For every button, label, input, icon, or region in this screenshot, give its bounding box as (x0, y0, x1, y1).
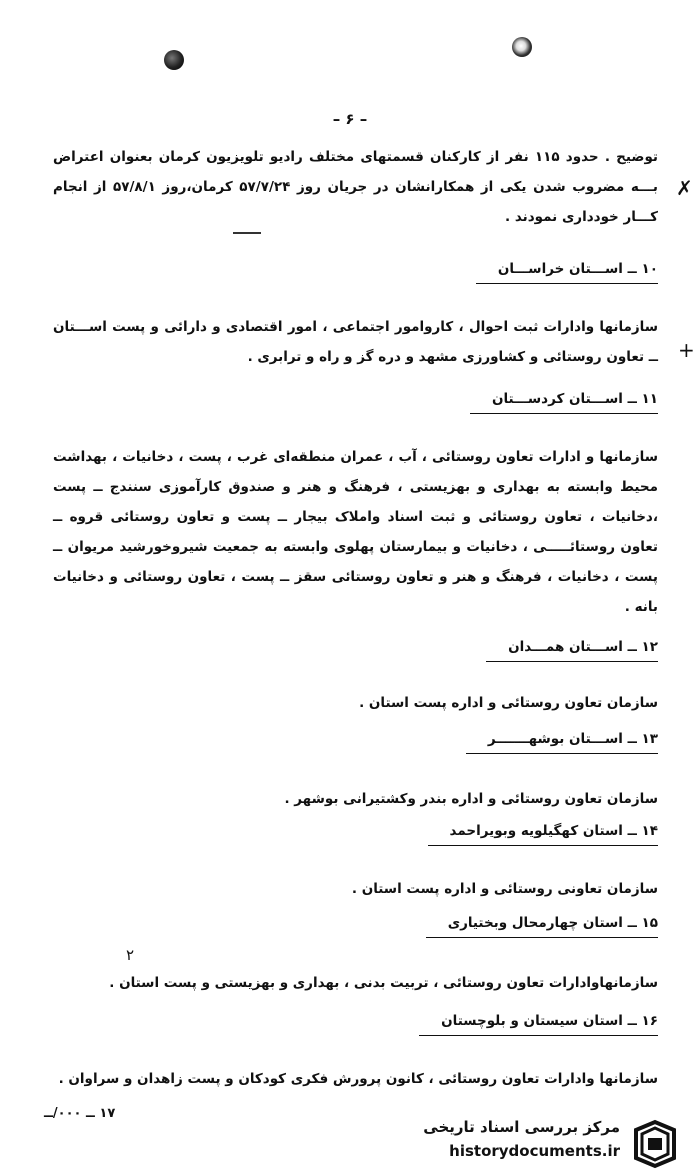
heading-bushehr: ۱۳ ــ اســـتان بوشهـــــــر (466, 728, 658, 754)
margin-mark-plus: + (678, 338, 695, 362)
watermark-logo-icon (628, 1116, 682, 1170)
ink-stroke (233, 232, 261, 234)
punch-hole-right (512, 37, 532, 57)
paragraph-khorasan: سازمانها وادارات ثبت احوال ، کاروامور اجتماعی ، امور اقتصادی و دارائی و پست اســـتان ــ تعاون روستائی و کشاورزی مشهد و دره گز و راه و ترابری . (53, 319, 658, 365)
margin-mark-cross: ✗ (676, 176, 693, 200)
heading-hamedan: ۱۲ ــ اســـتان همـــدان (486, 636, 658, 662)
paragraph-kurdistan: سازمانها و ادارات تعاون روستائی ، آب ، عمران منطقه‌ای غرب ، پست ، دخانیات ، بهداشت محیط وابسته به بهداری و بهزیستی ، فرهنگ و هنر و صندوق کارآموزی سنندج ــ پست ،دخانیات ، تعاون روستائی و ثبت اسناد واملاک بیجار ــ پست و تعاون روستائی قروه ــ تعاون روستائـــــی ، دخانیات و بیمارستان پهلوی وابسته به جمعیت شیروخورشید مریوان ــ پست ، دخانیات ، فرهنگ و هنر و تعاون روستائی سقز ــ پست ، تعاون روستائی و دخانیات بانه . (53, 449, 658, 615)
paragraph-kohgiluyeh: سازمان تعاونی روستائی و اداره پست استان . (351, 881, 658, 897)
heading-kohgiluyeh: ۱۴ ــ استان کهگیلویه وبویراحمد (428, 820, 658, 846)
paragraph-hamedan: سازمان تعاون روستائی و اداره پست استان . (359, 695, 658, 711)
heading-sistan: ۱۶ ــ استان سیستان و بلوچستان (419, 1010, 658, 1036)
paragraph-chaharmahal: سازمانهاوادارات تعاون روستائی ، تربیت بدنی ، بهداری و بهزیستی و پست استان . (109, 975, 658, 991)
watermark (420, 1114, 690, 1170)
paragraph-sistan: سازمانها وادارات تعاون روستائی ، کانون پرورش فکری کودکان و پست زاهدان و سراوان . (58, 1071, 658, 1087)
margin-mark-number: ۲ (126, 946, 135, 964)
paragraph-bushehr: سازمان تعاون روستائی و اداره بندر وکشتیرانی بوشهر . (284, 791, 658, 807)
punch-hole-left (164, 50, 184, 70)
heading-kurdistan: ۱۱ ــ اســـتان کردســـتان (470, 388, 658, 414)
page-number: – ۶ – (332, 110, 368, 128)
watermark-english: historydocuments.ir (449, 1142, 620, 1160)
heading-khorasan: ۱۰ ــ اســـتان خراســـان (476, 258, 658, 284)
heading-chaharmahal: ۱۵ ــ استان چهارمحال وبختیاری (426, 912, 658, 938)
paragraph-kerman-note: توضیح . حدود ۱۱۵ نفر از کارکنان قسمتهای مختلف رادیو تلویزیون کرمان بعنوان اعتراض بـــه مضروب شدن یکی از همکارانشان در جریان روز ۵۷/۷/۲۴ کرمان،روز ۵۷/۸/۱ از انجام کـــار خودداری نمودند . (53, 149, 658, 225)
footer-reference-number: ۱۷ ــ ۰۰۰/ــ (44, 1106, 116, 1121)
watermark-persian: مرکز بررسی اسناد تاریخی (423, 1118, 620, 1136)
